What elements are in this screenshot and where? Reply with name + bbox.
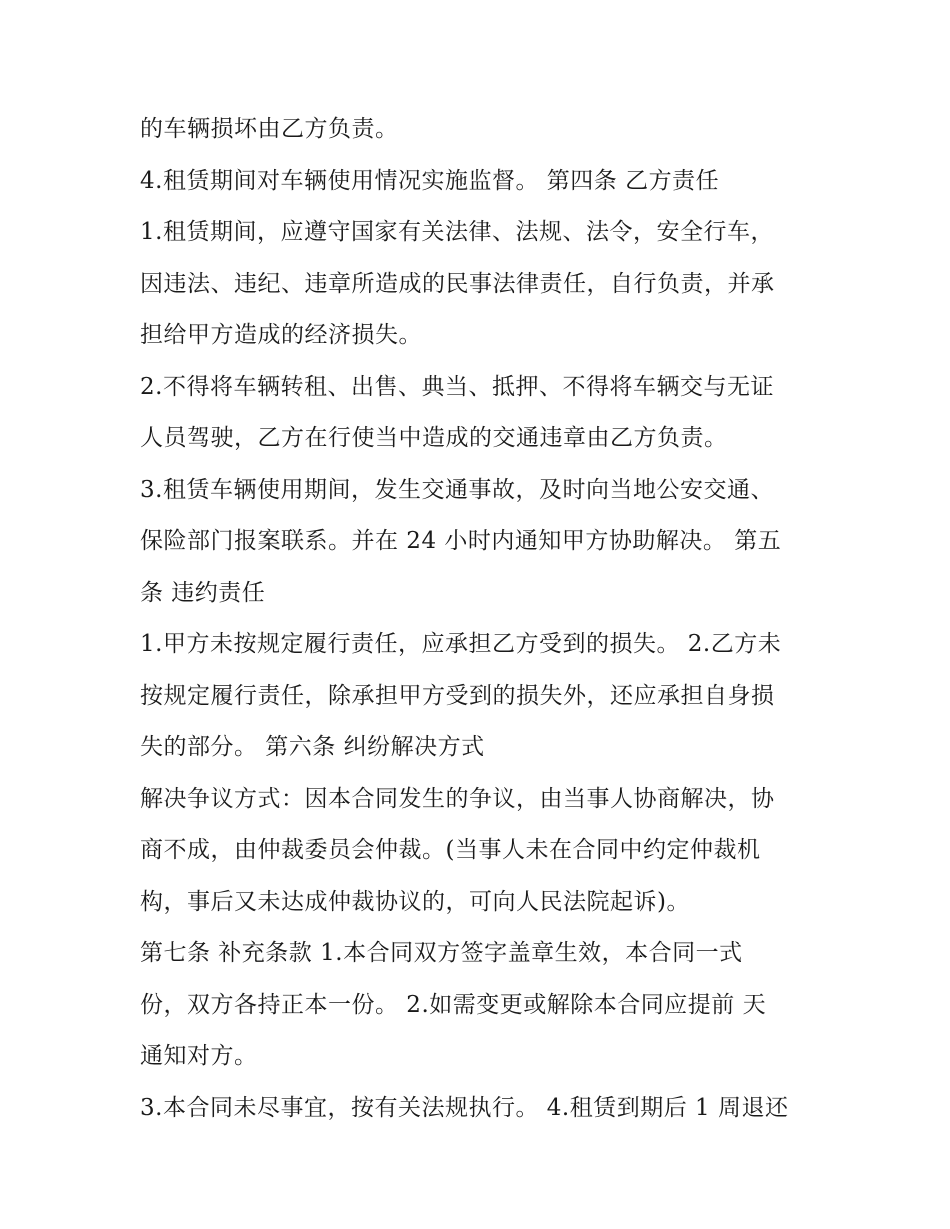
contract-text-body bbox=[140, 104, 830, 1134]
text-line: 担给甲方造成的经济损失。 bbox=[140, 322, 422, 348]
text-line: 因违法、违纪、违章所造成的民事法律责任，自行负责，并承 bbox=[140, 270, 775, 297]
text-line: 保险部门报案联系。并在 24 小时内通知甲方协助解决。 第五 bbox=[140, 528, 782, 554]
text-line: 1.租赁期间，应遵守国家有关法律、法规、法令，安全行车， bbox=[140, 219, 774, 245]
text-line: 的车辆损坏由乙方负责。 bbox=[140, 116, 399, 142]
text-line: 1.甲方未按规定履行责任，应承担乙方受到的损失。 2.乙方未 bbox=[140, 631, 782, 657]
text-line: 构，事后又未达成仲裁协议的，可向人民法院起诉)。 bbox=[140, 888, 690, 915]
text-line: 商不成，由仲裁委员会仲裁。(当事人未在合同中约定仲裁机 bbox=[140, 837, 761, 863]
text-line: 通知对方。 bbox=[140, 1043, 258, 1069]
text-line: 失的部分。 第六条 纠纷解决方式 bbox=[140, 734, 485, 760]
text-line: 人员驾驶，乙方在行使当中造成的交通违章由乙方负责。 bbox=[140, 425, 728, 451]
text-line: 条 违约责任 bbox=[140, 579, 266, 606]
text-line: 按规定履行责任，除承担甲方受到的损失外，还应承担自身损 bbox=[140, 682, 775, 709]
text-line: 3.本合同未尽事宜，按有关法规执行。 4.租赁到期后 1 周退还 bbox=[140, 1094, 789, 1121]
text-line: 4.租赁期间对车辆使用情况实施监督。 第四条 乙方责任 bbox=[140, 167, 720, 194]
text-line: 第七条 补充条款 1.本合同双方签字盖章生效，本合同一式 bbox=[140, 940, 743, 966]
text-line: 份，双方各持正本一份。 2.如需变更或解除本合同应提前 天 bbox=[140, 991, 767, 1018]
text-line: 解决争议方式：因本合同发生的争议，由当事人协商解决，协 bbox=[140, 785, 775, 812]
text-line: 3.租赁车辆使用期间，发生交通事故，及时向当地公安交通、 bbox=[140, 476, 774, 503]
text-line: 2.不得将车辆转租、出售、典当、抵押、不得将车辆交与无证 bbox=[140, 373, 774, 400]
